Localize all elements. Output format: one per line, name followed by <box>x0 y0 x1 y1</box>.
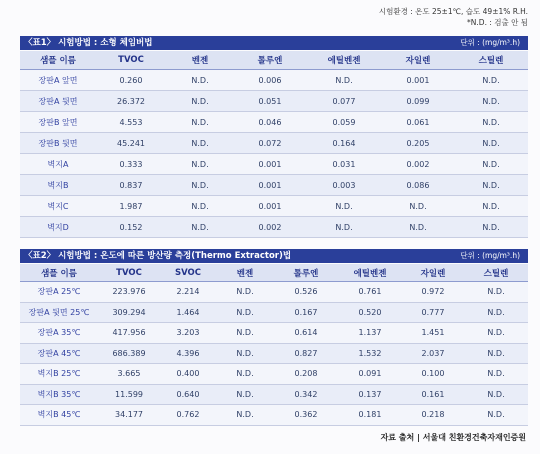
value-cell: 0.640 <box>160 384 216 405</box>
value-cell: 0.086 <box>382 175 454 196</box>
value-cell: 0.002 <box>382 154 454 175</box>
value-cell: 0.520 <box>338 302 402 323</box>
value-cell: 0.001 <box>234 196 306 217</box>
column-header: 벤젠 <box>166 51 234 70</box>
value-cell: 0.152 <box>96 217 166 238</box>
value-cell: 45.241 <box>96 133 166 154</box>
sample-name-cell: 장판A 45℃ <box>20 343 98 364</box>
value-cell: 0.001 <box>382 70 454 91</box>
value-cell: 0.002 <box>234 217 306 238</box>
table-row <box>20 343 528 364</box>
column-header: TVOC <box>98 264 160 282</box>
value-cell: 0.137 <box>338 384 402 405</box>
value-cell: N.D. <box>454 196 528 217</box>
value-cell: N.D. <box>464 384 528 405</box>
sample-name-cell: 장판A 뒷면 <box>20 91 96 112</box>
value-cell: 1.532 <box>338 343 402 364</box>
value-cell: 0.526 <box>274 282 338 303</box>
table1-header-bar <box>20 36 528 50</box>
value-cell: N.D. <box>166 217 234 238</box>
table-row <box>20 175 528 196</box>
value-cell: 0.342 <box>274 384 338 405</box>
value-cell: 0.218 <box>402 405 464 426</box>
value-cell: 0.031 <box>306 154 382 175</box>
column-header: 샘플 이름 <box>20 264 98 282</box>
value-cell: 34.177 <box>98 405 160 426</box>
value-cell: 0.164 <box>306 133 382 154</box>
table2-header-bar <box>20 249 528 263</box>
value-cell: 0.837 <box>96 175 166 196</box>
value-cell: N.D. <box>216 384 274 405</box>
sample-name-cell: 벽지A <box>20 154 96 175</box>
value-cell: N.D. <box>306 217 382 238</box>
column-header: 자일렌 <box>382 51 454 70</box>
value-cell: N.D. <box>216 323 274 344</box>
value-cell: N.D. <box>216 405 274 426</box>
table-row <box>20 323 528 344</box>
column-header: 스틸렌 <box>464 264 528 282</box>
value-cell: N.D. <box>166 196 234 217</box>
sample-name-cell: 벽지B 35℃ <box>20 384 98 405</box>
value-cell: 309.294 <box>98 302 160 323</box>
table-row <box>20 196 528 217</box>
value-cell: 0.006 <box>234 70 306 91</box>
column-header: 톨루엔 <box>274 264 338 282</box>
data-source-credit: 자료 출처 | 서울대 친환경건축자재인증원 <box>380 433 526 442</box>
table-row <box>20 91 528 112</box>
sample-name-cell: 장판A 35℃ <box>20 323 98 344</box>
value-cell: N.D. <box>464 302 528 323</box>
column-header: 에틸벤젠 <box>306 51 382 70</box>
value-cell: 0.077 <box>306 91 382 112</box>
table-row <box>20 133 528 154</box>
table1-column-headers <box>20 51 528 70</box>
sample-name-cell: 장판B 앞면 <box>20 112 96 133</box>
value-cell: N.D. <box>306 196 382 217</box>
value-cell: 0.205 <box>382 133 454 154</box>
value-cell: 0.161 <box>402 384 464 405</box>
value-cell: 0.181 <box>338 405 402 426</box>
value-cell: N.D. <box>454 154 528 175</box>
value-cell: 0.059 <box>306 112 382 133</box>
value-cell: N.D. <box>166 70 234 91</box>
table2-unit: 단위 : (mg/m³.h) <box>460 251 520 260</box>
test-environment-note <box>379 6 528 28</box>
table-row <box>20 154 528 175</box>
table2-thermo-extractor-results <box>20 264 528 426</box>
value-cell: 1.451 <box>402 323 464 344</box>
value-cell: N.D. <box>166 133 234 154</box>
column-header: 에틸벤젠 <box>338 264 402 282</box>
column-header: 샘플 이름 <box>20 51 96 70</box>
value-cell: 0.072 <box>234 133 306 154</box>
value-cell: 4.396 <box>160 343 216 364</box>
table2-column-headers <box>20 264 528 282</box>
value-cell: 0.061 <box>382 112 454 133</box>
value-cell: N.D. <box>166 91 234 112</box>
value-cell: N.D. <box>454 217 528 238</box>
value-cell: 0.051 <box>234 91 306 112</box>
value-cell: 0.614 <box>274 323 338 344</box>
value-cell: N.D. <box>216 364 274 385</box>
value-cell: N.D. <box>464 405 528 426</box>
value-cell: 0.003 <box>306 175 382 196</box>
value-cell: 1.987 <box>96 196 166 217</box>
value-cell: N.D. <box>454 112 528 133</box>
value-cell: N.D. <box>166 154 234 175</box>
value-cell: 3.203 <box>160 323 216 344</box>
value-cell: 0.100 <box>402 364 464 385</box>
column-header: TVOC <box>96 51 166 70</box>
sample-name-cell: 벽지B <box>20 175 96 196</box>
value-cell: 686.389 <box>98 343 160 364</box>
value-cell: N.D. <box>166 112 234 133</box>
value-cell: 0.001 <box>234 154 306 175</box>
table-row <box>20 384 528 405</box>
value-cell: N.D. <box>464 323 528 344</box>
value-cell: 417.956 <box>98 323 160 344</box>
value-cell: 0.400 <box>160 364 216 385</box>
sample-name-cell: 벽지B 25℃ <box>20 364 98 385</box>
value-cell: 0.260 <box>96 70 166 91</box>
table-row <box>20 112 528 133</box>
table1-unit: 단위 : (mg/m³.h) <box>460 38 520 47</box>
table1-title: 〈표1〉 시험방법 : 소형 체임버법 <box>24 38 153 48</box>
value-cell: N.D. <box>306 70 382 91</box>
value-cell: 223.976 <box>98 282 160 303</box>
value-cell: N.D. <box>454 91 528 112</box>
value-cell: N.D. <box>216 282 274 303</box>
column-header: 자일렌 <box>402 264 464 282</box>
value-cell: 0.972 <box>402 282 464 303</box>
value-cell: 0.777 <box>402 302 464 323</box>
value-cell: N.D. <box>166 175 234 196</box>
table-row <box>20 302 528 323</box>
nd-legend: *N.D. : 검출 안 됨 <box>467 18 528 27</box>
value-cell: N.D. <box>382 217 454 238</box>
column-header: 톨루엔 <box>234 51 306 70</box>
value-cell: 11.599 <box>98 384 160 405</box>
value-cell: 0.046 <box>234 112 306 133</box>
sample-name-cell: 장판A 25℃ <box>20 282 98 303</box>
column-header: 벤젠 <box>216 264 274 282</box>
sample-name-cell: 벽지C <box>20 196 96 217</box>
table1-body <box>20 70 528 238</box>
sample-name-cell: 벽지D <box>20 217 96 238</box>
value-cell: 0.208 <box>274 364 338 385</box>
table-row <box>20 217 528 238</box>
table-row <box>20 364 528 385</box>
value-cell: N.D. <box>454 175 528 196</box>
value-cell: 4.553 <box>96 112 166 133</box>
value-cell: 0.761 <box>338 282 402 303</box>
value-cell: 1.464 <box>160 302 216 323</box>
value-cell: 0.827 <box>274 343 338 364</box>
sample-name-cell: 장판A 뒷면 25℃ <box>20 302 98 323</box>
value-cell: N.D. <box>454 133 528 154</box>
value-cell: 26.372 <box>96 91 166 112</box>
value-cell: 1.137 <box>338 323 402 344</box>
sample-name-cell: 장판A 앞면 <box>20 70 96 91</box>
value-cell: 0.091 <box>338 364 402 385</box>
value-cell: 0.333 <box>96 154 166 175</box>
value-cell: N.D. <box>464 364 528 385</box>
column-header: 스틸렌 <box>454 51 528 70</box>
value-cell: 0.167 <box>274 302 338 323</box>
sample-name-cell: 벽지B 45℃ <box>20 405 98 426</box>
value-cell: N.D. <box>382 196 454 217</box>
value-cell: 3.665 <box>98 364 160 385</box>
value-cell: 0.001 <box>234 175 306 196</box>
table-row <box>20 70 528 91</box>
value-cell: N.D. <box>454 70 528 91</box>
value-cell: 2.214 <box>160 282 216 303</box>
value-cell: N.D. <box>216 302 274 323</box>
value-cell: 0.362 <box>274 405 338 426</box>
table2-body <box>20 282 528 426</box>
table2-title: 〈표2〉 시험방법 : 온도에 따른 방산량 측정(Thermo Extractor)법 <box>24 251 292 261</box>
value-cell: 2.037 <box>402 343 464 364</box>
sample-name-cell: 장판B 뒷면 <box>20 133 96 154</box>
table1-small-chamber-results <box>20 51 528 238</box>
value-cell: N.D. <box>464 343 528 364</box>
value-cell: N.D. <box>464 282 528 303</box>
value-cell: 0.099 <box>382 91 454 112</box>
table-row <box>20 405 528 426</box>
value-cell: N.D. <box>216 343 274 364</box>
value-cell: 0.762 <box>160 405 216 426</box>
environment-conditions: 시험환경 : 온도 25±1℃, 습도 49±1% R.H. <box>378 7 528 16</box>
table-row <box>20 282 528 303</box>
column-header: SVOC <box>160 264 216 282</box>
